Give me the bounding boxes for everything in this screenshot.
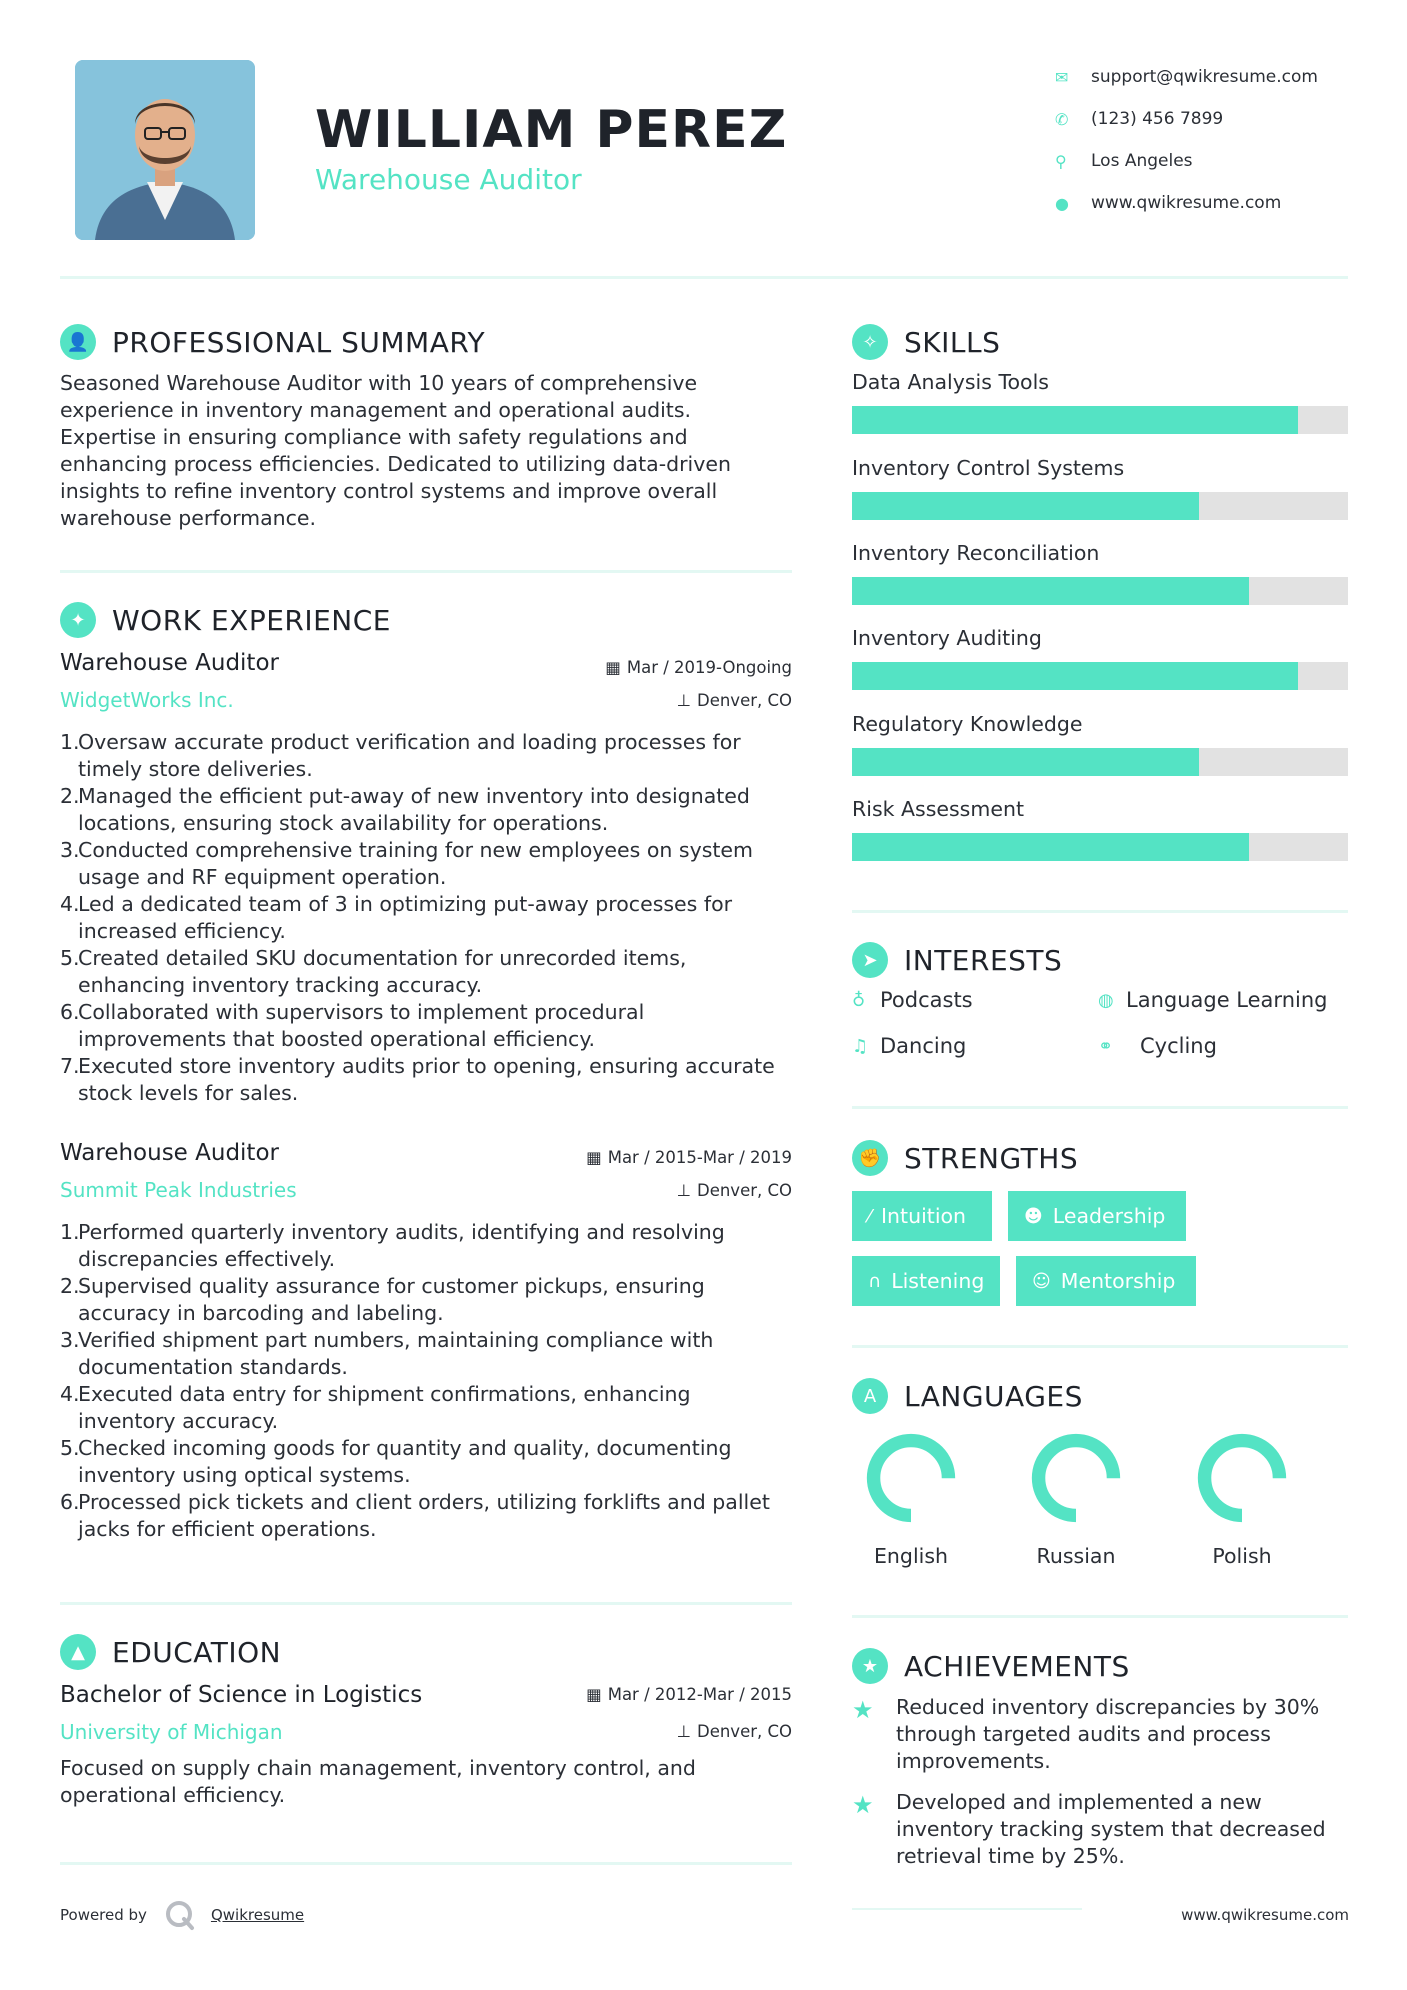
strength-tag [1016,1256,1196,1306]
list-line: stock levels for sales. [78,1081,299,1105]
skill-bar [852,406,1348,434]
list-line: jacks for efficient operations. [78,1517,377,1541]
list-item [60,1489,805,1543]
summary-heading-text: PROFESSIONAL SUMMARY [112,325,486,359]
languages-divider [852,1615,1348,1618]
pushpin-icon: ⊥ [676,691,691,710]
achievement-item [852,1694,1352,1775]
phone-icon: ✆ [1055,109,1069,129]
contact-phone-text: (123) 456 7899 [1091,109,1224,129]
list-line: Created detailed SKU documentation for unrecorded items, [78,946,687,970]
list-line: Conducted comprehensive training for new employees on system [78,838,753,862]
list-number: 4. [60,892,80,916]
skill-item [852,370,1348,434]
list-item [60,783,805,837]
globe-icon: ● [1055,193,1069,213]
list-line: Verified shipment part numbers, maintaining compliance with [78,1328,714,1352]
summary-line: enhancing process efficiencies. Dedicated to utilizing data-driven [60,452,731,476]
list-line: discrepancies effectively. [78,1247,336,1271]
interest-item [1098,1034,1217,1058]
strength-label: Listening [891,1269,985,1293]
contact-website[interactable] [1055,182,1385,224]
job-location-text: Denver, CO [696,1181,792,1200]
headphones-icon: ∩ [868,1270,882,1292]
star-badge-icon: ★ [852,1648,888,1684]
achievements-heading-text: ACHIEVEMENTS [904,1649,1130,1683]
strength-tag [1008,1191,1186,1241]
skill-name: Inventory Control Systems [852,456,1125,480]
skill-bar-fill [852,577,1249,605]
list-number: 6. [60,1490,80,1514]
list-line: Processed pick tickets and client orders, utilizing forklifts and pallet [78,1490,770,1514]
header-divider [60,276,1348,279]
achievements-heading [852,1648,1130,1684]
skill-bar-fill [852,833,1249,861]
list-number: 5. [60,946,80,970]
summary-line: Expertise in ensuring compliance with safety regulations and [60,425,688,449]
skill-name: Inventory Auditing [852,626,1042,650]
education-school: University of Michigan [60,1720,283,1744]
skill-bar-fill [852,662,1298,690]
list-number: 3. [60,838,80,862]
education-line: operational efficiency. [60,1783,286,1807]
list-line: Performed quarterly inventory audits, identifying and resolving [78,1220,725,1244]
fist-icon: ✊ [852,1140,888,1176]
footer-website-link[interactable]: www.qwikresume.com [1181,1906,1349,1924]
users-icon: ☻ [1024,1205,1043,1227]
list-line: Led a dedicated team of 3 in optimizing put-away processes for [78,892,733,916]
bicycle-icon: ⚭ [1098,1035,1114,1057]
job-location [677,1181,792,1200]
calendar-icon: ▦ [605,658,621,677]
list-line: enhancing inventory tracking accuracy. [78,973,483,997]
paper-plane-icon: ➤ [852,942,888,978]
language-card-icon: A [852,1378,888,1414]
job-date [605,658,792,677]
language-ring-arc [1205,1441,1280,1516]
list-line: Executed store inventory audits prior to opening, ensuring accurate [78,1054,775,1078]
list-item [60,999,805,1053]
list-line: inventory accuracy. [78,1409,279,1433]
skill-name: Data Analysis Tools [852,370,1049,394]
language-item [1016,1430,1136,1568]
list-item [60,1381,805,1435]
skill-bar [852,662,1348,690]
strength-label: Intuition [881,1204,967,1228]
strength-label: Leadership [1052,1204,1166,1228]
achievement-text [896,1694,1336,1775]
strength-label: Mentorship [1060,1269,1176,1293]
microphone-icon: ♁ [852,989,866,1011]
achievement-line: retrieval time by 25%. [896,1844,1125,1868]
language-name: English [873,1544,949,1568]
list-line: Checked incoming goods for quantity and quality, documenting [78,1436,732,1460]
list-number: 1. [60,730,80,754]
strengths-divider [852,1345,1348,1348]
skill-name: Risk Assessment [852,797,1024,821]
education-location-text: Denver, CO [696,1722,792,1741]
education-line: Focused on supply chain management, inventory control, and [60,1756,696,1780]
interest-label: Dancing [880,1034,967,1058]
pushpin-icon: ⊥ [676,1722,691,1741]
skill-bar [852,833,1348,861]
skills-heading [852,324,1000,360]
education-heading [60,1634,281,1670]
education-description [60,1755,800,1809]
list-item [60,945,805,999]
shooting-star-icon: ★ [852,1791,874,1819]
shooting-star-icon: ★ [852,1696,874,1724]
education-degree: Bachelor of Science in Logistics [60,1682,423,1708]
list-item [60,1435,805,1489]
job-company: WidgetWorks Inc. [60,688,234,712]
qwikresume-logo-icon [163,1898,197,1932]
list-number: 6. [60,1000,80,1024]
contact-email-text: support@qwikresume.com [1091,67,1318,87]
skills-divider [852,910,1348,913]
interest-label: Language Learning [1126,988,1328,1012]
email-icon: ✉ [1055,67,1069,87]
job-company: Summit Peak Industries [60,1178,297,1202]
job-date-text: Mar / 2015-Mar / 2019 [607,1148,792,1167]
education-divider [60,1862,792,1865]
skill-bar [852,577,1348,605]
language-name: Russian [1036,1544,1116,1568]
achievement-line: inventory tracking system that decreased [896,1817,1326,1841]
list-number: 2. [60,1274,80,1298]
lightbulb-icon: ✧ [852,324,888,360]
summary-line: Seasoned Warehouse Auditor with 10 years of comprehensive [60,371,698,395]
list-line: inventory using optical systems. [78,1463,411,1487]
list-line: accuracy in barcoding and labeling. [78,1301,444,1325]
magic-wand-icon: ⁄ [868,1205,872,1227]
skill-bar [852,748,1348,776]
education-date-text: Mar / 2012-Mar / 2015 [607,1685,792,1704]
summary-line: experience in inventory management and operational audits. [60,398,692,422]
list-number: 4. [60,1382,80,1406]
job-date-text: Mar / 2019-Ongoing [626,658,792,677]
summary-line: insights to refine inventory control systems and improve overall [60,479,718,503]
summary-divider [60,570,792,573]
strengths-heading [852,1140,1078,1176]
location-pin-icon: ⚲ [1055,151,1067,171]
user-icon: 👤 [60,324,96,360]
list-line: documentation standards. [78,1355,348,1379]
list-line: Executed data entry for shipment confirmations, enhancing [78,1382,691,1406]
experience-divider [60,1602,792,1605]
education-location [677,1722,792,1741]
skill-bar-fill [852,492,1199,520]
list-number: 2. [60,784,80,808]
contact-website-text: www.qwikresume.com [1091,193,1282,213]
list-number: 1. [60,1220,80,1244]
list-line: usage and RF equipment operation. [78,865,447,889]
summary-text [60,370,800,532]
list-line: Managed the efficient put-away of new inventory into designated [78,784,750,808]
list-item [60,891,805,945]
skill-item [852,541,1348,605]
language-item [1182,1430,1302,1568]
contact-list [1055,56,1385,224]
interests-heading-text: INTERESTS [904,943,1063,977]
interests-heading [852,942,1062,978]
list-line: Collaborated with supervisors to implement procedural [78,1000,645,1024]
list-line: improvements that boosted operational efficiency. [78,1027,596,1051]
list-item [60,1053,805,1107]
skill-item [852,456,1348,520]
job-location [677,691,792,710]
list-item [60,1219,805,1273]
list-line: Oversaw accurate product verification and loading processes for [78,730,741,754]
skill-item [852,797,1348,861]
interest-item [1098,988,1327,1012]
interests-divider [852,1106,1348,1109]
skill-bar-fill [852,748,1199,776]
list-line: increased efficiency. [78,919,286,943]
achievement-text [896,1789,1336,1870]
interest-label: Podcasts [880,988,973,1012]
pushpin-icon: ⊥ [676,1181,691,1200]
contact-location-text: Los Angeles [1091,151,1193,171]
job-bullets [60,729,805,1107]
profile-photo [75,60,255,240]
contact-email[interactable] [1055,56,1385,98]
languages-heading [852,1378,1083,1414]
interest-item [852,1034,966,1058]
graduation-cap-icon: ▲ [60,1634,96,1670]
job-bullets [60,1219,805,1543]
contact-phone[interactable] [1055,98,1385,140]
list-number: 7. [60,1054,80,1078]
footer-divider [852,1908,1082,1910]
languages-heading-text: LANGUAGES [904,1379,1083,1413]
strength-tag [852,1191,992,1241]
achievement-line: through targeted audits and process [896,1722,1271,1746]
powered-by-text: Powered by [60,1906,147,1924]
language-ring-arc [874,1441,949,1516]
language-ring-arc [1039,1441,1114,1516]
user-plus-icon: ☺ [1032,1270,1051,1292]
job-date [586,1148,792,1167]
language-ring [1028,1430,1124,1526]
music-note-icon: ♫ [852,1035,869,1057]
interest-item [852,988,973,1012]
language-item [851,1430,971,1568]
education-heading-text: EDUCATION [112,1635,282,1669]
summary-heading [60,324,485,360]
candidate-title: Warehouse Auditor [315,163,582,196]
job-location-text: Denver, CO [696,691,792,710]
job-title: Warehouse Auditor [60,1140,279,1166]
list-item [60,837,805,891]
interest-label: Cycling [1140,1034,1217,1058]
summary-line: warehouse performance. [60,506,317,530]
strength-tag [852,1256,1000,1306]
calendar-icon: ▦ [586,1685,602,1704]
experience-heading [60,602,391,638]
achievement-line: Reduced inventory discrepancies by 30% [896,1695,1320,1719]
achievement-line: improvements. [896,1749,1051,1773]
skill-bar-fill [852,406,1298,434]
candidate-name: WILLIAM PEREZ [315,100,788,160]
contact-location [1055,140,1385,182]
skills-heading-text: SKILLS [904,325,1001,359]
language-ring [1194,1430,1290,1526]
list-item [60,1327,805,1381]
list-number: 5. [60,1436,80,1460]
achievement-line: Developed and implemented a new [896,1790,1262,1814]
list-item [60,729,805,783]
achievement-item [852,1789,1352,1870]
strengths-heading-text: STRENGTHS [904,1141,1079,1175]
list-line: timely store deliveries. [78,757,313,781]
list-item [60,1273,805,1327]
brand-link[interactable]: Qwikresume [210,1906,305,1924]
profile-photo-illustration [75,60,255,240]
list-number: 3. [60,1328,80,1352]
skill-name: Inventory Reconciliation [852,541,1100,565]
footer-powered-by [60,1898,304,1932]
briefcase-icon: ✦ [60,602,96,638]
list-line: Supervised quality assurance for customer pickups, ensuring [78,1274,705,1298]
experience-heading-text: WORK EXPERIENCE [112,603,391,637]
skill-item [852,626,1348,690]
calendar-icon: ▦ [586,1148,602,1167]
globe-icon: ◍ [1098,989,1114,1011]
job-title: Warehouse Auditor [60,650,279,676]
skill-item [852,712,1348,776]
skill-bar [852,492,1348,520]
language-name: Polish [1212,1544,1272,1568]
education-date [586,1685,792,1704]
skill-name: Regulatory Knowledge [852,712,1083,736]
list-line: locations, ensuring stock availability for operations. [78,811,609,835]
language-ring [863,1430,959,1526]
